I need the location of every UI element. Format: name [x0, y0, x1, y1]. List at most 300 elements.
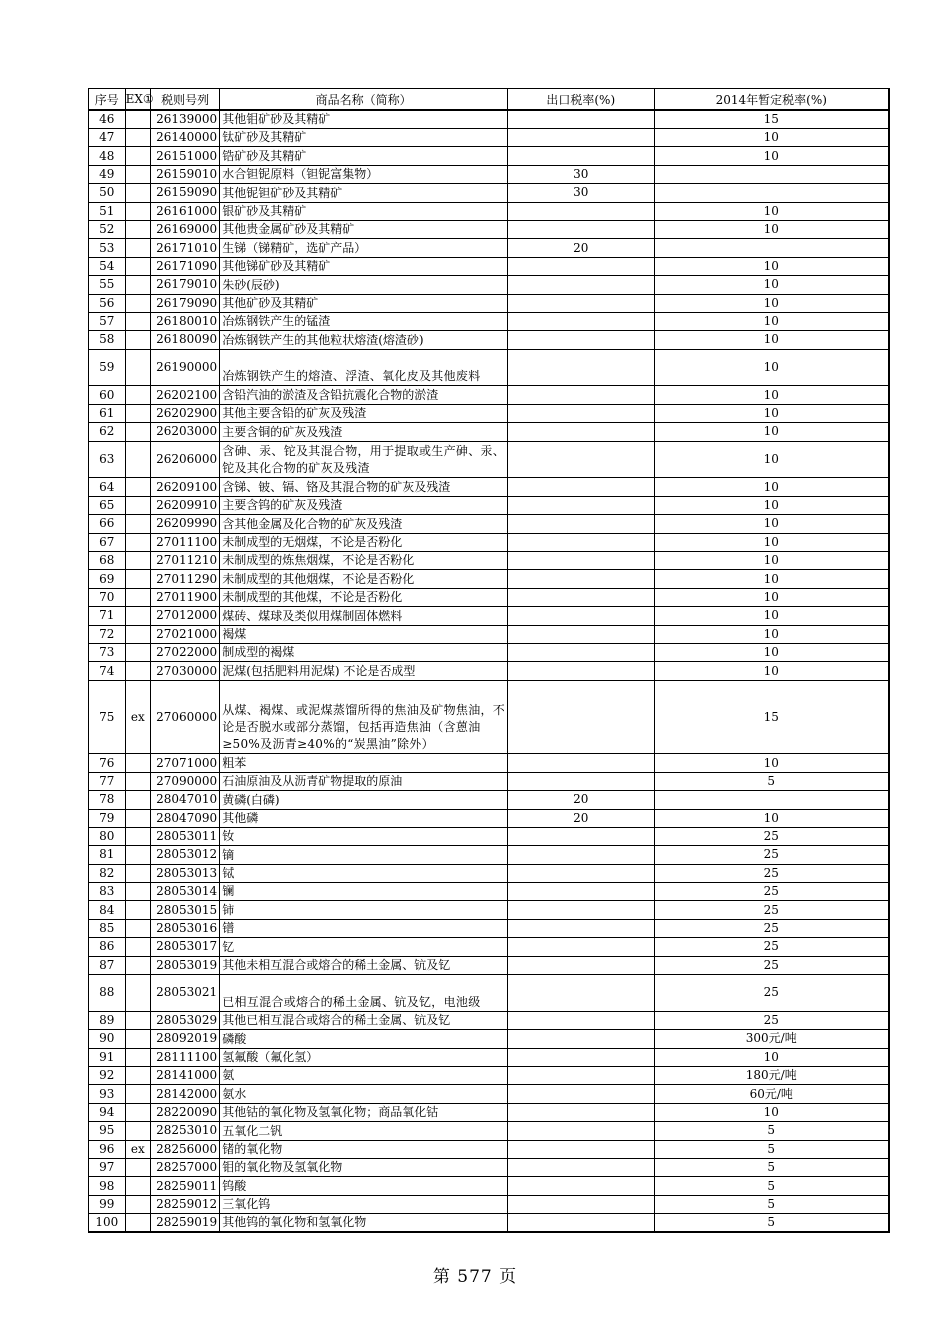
- row-ex: [125, 662, 150, 680]
- table-row: [89, 552, 890, 570]
- row-number: 93: [89, 1085, 126, 1103]
- row-tariff-code: 26179010: [151, 276, 220, 294]
- header-name: 商品名称（简称）: [220, 89, 508, 111]
- row-ex: [125, 1177, 150, 1195]
- row-provisional-rate: 10: [654, 533, 889, 551]
- row-export-rate: [508, 1011, 654, 1029]
- row-provisional-rate: 5: [654, 1195, 889, 1213]
- row-ex: [125, 496, 150, 514]
- row-ex: [125, 386, 150, 404]
- row-export-rate: [508, 515, 654, 533]
- row-provisional-rate: 10: [654, 294, 889, 312]
- row-export-rate: [508, 607, 654, 625]
- row-export-rate: [508, 110, 654, 129]
- row-export-rate: [508, 772, 654, 790]
- table-row: [89, 423, 890, 441]
- row-ex: [125, 1122, 150, 1140]
- row-number: 46: [89, 110, 126, 129]
- row-product-name: 其他矿砂及其精矿: [220, 294, 508, 312]
- row-export-rate: [508, 1103, 654, 1121]
- row-number: 94: [89, 1103, 126, 1121]
- row-tariff-code: 28053017: [151, 938, 220, 956]
- row-product-name: 褐煤: [220, 625, 508, 643]
- row-product-name: 未制成型的无烟煤，不论是否粉化: [220, 533, 508, 551]
- row-number: 98: [89, 1177, 126, 1195]
- row-tariff-code: 28111100: [151, 1048, 220, 1066]
- row-tariff-code: 26171090: [151, 257, 220, 275]
- row-provisional-rate: 25: [654, 846, 889, 864]
- row-provisional-rate: 10: [654, 588, 889, 606]
- row-export-rate: [508, 202, 654, 220]
- row-ex: [125, 349, 150, 386]
- row-ex: [125, 165, 150, 183]
- table-row: [89, 147, 890, 165]
- row-tariff-code: 27011210: [151, 552, 220, 570]
- row-provisional-rate: 60元/吨: [654, 1085, 889, 1103]
- row-ex: [125, 938, 150, 956]
- row-product-name: 生锑（锑精矿，选矿产品）: [220, 239, 508, 257]
- table-row: [89, 643, 890, 661]
- row-ex: [125, 220, 150, 238]
- row-provisional-rate: 10: [654, 643, 889, 661]
- row-number: 54: [89, 257, 126, 275]
- row-number: 80: [89, 827, 126, 845]
- row-ex: [125, 147, 150, 165]
- table-row: [89, 202, 890, 220]
- row-product-name: 含锑、铍、镉、铬及其混合物的矿灰及残渣: [220, 478, 508, 496]
- row-product-name: 铈: [220, 901, 508, 919]
- row-provisional-rate: 10: [654, 423, 889, 441]
- row-ex: [125, 607, 150, 625]
- row-number: 60: [89, 386, 126, 404]
- row-export-rate: [508, 588, 654, 606]
- row-provisional-rate: [654, 184, 889, 202]
- row-provisional-rate: 25: [654, 827, 889, 845]
- row-ex: [125, 791, 150, 809]
- row-tariff-code: 26179090: [151, 294, 220, 312]
- row-tariff-code: 28253010: [151, 1122, 220, 1140]
- row-export-rate: [508, 441, 654, 478]
- row-product-name: 钨酸: [220, 1177, 508, 1195]
- row-tariff-code: 28053029: [151, 1011, 220, 1029]
- row-product-name: 水合钽铌原料（钽铌富集物）: [220, 165, 508, 183]
- row-tariff-code: 27012000: [151, 607, 220, 625]
- row-number: 92: [89, 1067, 126, 1085]
- row-number: 72: [89, 625, 126, 643]
- table-row: [89, 386, 890, 404]
- row-tariff-code: 28053014: [151, 883, 220, 901]
- row-product-name: 主要含铜的矿灰及残渣: [220, 423, 508, 441]
- row-ex: [125, 1067, 150, 1085]
- row-number: 70: [89, 588, 126, 606]
- row-ex: ex: [125, 1140, 150, 1158]
- row-tariff-code: 28053019: [151, 956, 220, 974]
- row-number: 50: [89, 184, 126, 202]
- row-ex: [125, 1214, 150, 1233]
- row-export-rate: [508, 1195, 654, 1213]
- row-product-name: 冶炼钢铁产生的锰渣: [220, 312, 508, 330]
- row-tariff-code: 27090000: [151, 772, 220, 790]
- row-number: 100: [89, 1214, 126, 1233]
- row-ex: [125, 276, 150, 294]
- table-row: [89, 1011, 890, 1029]
- row-provisional-rate: [654, 791, 889, 809]
- row-export-rate: [508, 147, 654, 165]
- row-number: 64: [89, 478, 126, 496]
- table-row: [89, 1195, 890, 1213]
- row-number: 90: [89, 1030, 126, 1048]
- header-ex: EX①: [125, 89, 150, 111]
- row-product-name: 未制成型的炼焦烟煤，不论是否粉化: [220, 552, 508, 570]
- row-tariff-code: 28257000: [151, 1158, 220, 1176]
- table-body: [89, 110, 890, 1232]
- row-product-name: 从煤、褐煤、或泥煤蒸馏所得的焦油及矿物焦油，不论是否脱水或部分蒸馏，包括再造焦油（含蒽油≥50%及沥青≥40%的“炭黑油”除外）: [220, 680, 508, 754]
- row-ex: [125, 772, 150, 790]
- row-provisional-rate: 5: [654, 1122, 889, 1140]
- table-row: [89, 257, 890, 275]
- row-ex: [125, 846, 150, 864]
- table-row: [89, 570, 890, 588]
- row-provisional-rate: 10: [654, 662, 889, 680]
- row-provisional-rate: 10: [654, 257, 889, 275]
- table-row: [89, 938, 890, 956]
- table-row: [89, 404, 890, 422]
- row-tariff-code: 27060000: [151, 680, 220, 754]
- row-tariff-code: 26139000: [151, 110, 220, 129]
- row-provisional-rate: 10: [654, 496, 889, 514]
- row-ex: [125, 129, 150, 147]
- row-number: 68: [89, 552, 126, 570]
- table-row: [89, 349, 890, 386]
- row-ex: [125, 901, 150, 919]
- row-provisional-rate: 10: [654, 404, 889, 422]
- row-product-name: 其他铌钽矿砂及其精矿: [220, 184, 508, 202]
- row-provisional-rate: 10: [654, 478, 889, 496]
- row-export-rate: [508, 478, 654, 496]
- table-row: [89, 864, 890, 882]
- row-product-name: 其他锑矿砂及其精矿: [220, 257, 508, 275]
- table-row: [89, 975, 890, 1012]
- row-export-rate: [508, 129, 654, 147]
- row-product-name: 其他钨的氧化物和氢氧化物: [220, 1214, 508, 1233]
- row-tariff-code: 28053021: [151, 975, 220, 1012]
- table-row: [89, 1067, 890, 1085]
- table-row: [89, 1122, 890, 1140]
- table-row: [89, 956, 890, 974]
- row-tariff-code: 26159010: [151, 165, 220, 183]
- row-provisional-rate: 5: [654, 1158, 889, 1176]
- row-export-rate: [508, 643, 654, 661]
- row-export-rate: [508, 220, 654, 238]
- row-provisional-rate: 10: [654, 276, 889, 294]
- row-tariff-code: 28141000: [151, 1067, 220, 1085]
- row-number: 61: [89, 404, 126, 422]
- row-number: 71: [89, 607, 126, 625]
- row-tariff-code: 26209990: [151, 515, 220, 533]
- row-product-name: 氢氟酸（氟化氢）: [220, 1048, 508, 1066]
- row-export-rate: [508, 552, 654, 570]
- row-product-name: 钕: [220, 827, 508, 845]
- table-row: [89, 662, 890, 680]
- table-row: [89, 607, 890, 625]
- row-provisional-rate: 10: [654, 220, 889, 238]
- table-row: [89, 809, 890, 827]
- row-export-rate: 30: [508, 184, 654, 202]
- header-export-rate: 出口税率(%): [508, 89, 654, 111]
- row-ex: [125, 809, 150, 827]
- row-product-name: 泥煤(包括肥料用泥煤) 不论是否成型: [220, 662, 508, 680]
- row-provisional-rate: 10: [654, 312, 889, 330]
- row-product-name: 三氧化钨: [220, 1195, 508, 1213]
- row-number: 89: [89, 1011, 126, 1029]
- row-product-name: 冶炼钢铁产生的熔渣、浮渣、氧化皮及其他废料: [220, 349, 508, 386]
- row-number: 56: [89, 294, 126, 312]
- row-tariff-code: 26159090: [151, 184, 220, 202]
- row-tariff-code: 27011100: [151, 533, 220, 551]
- row-number: 67: [89, 533, 126, 551]
- row-provisional-rate: [654, 239, 889, 257]
- row-tariff-code: 28259019: [151, 1214, 220, 1233]
- row-tariff-code: 27030000: [151, 662, 220, 680]
- row-number: 59: [89, 349, 126, 386]
- row-export-rate: [508, 827, 654, 845]
- table-row: [89, 1177, 890, 1195]
- row-tariff-code: 28053011: [151, 827, 220, 845]
- row-product-name: 银矿砂及其精矿: [220, 202, 508, 220]
- row-number: 51: [89, 202, 126, 220]
- row-product-name: 镧: [220, 883, 508, 901]
- row-provisional-rate: 10: [654, 515, 889, 533]
- row-ex: [125, 588, 150, 606]
- header-code: 税则号列: [151, 89, 220, 111]
- row-export-rate: [508, 680, 654, 754]
- table-row: [89, 165, 890, 183]
- row-tariff-code: 27021000: [151, 625, 220, 643]
- row-number: 96: [89, 1140, 126, 1158]
- header-no: 序号: [89, 89, 126, 111]
- row-product-name: 镨: [220, 919, 508, 937]
- row-tariff-code: 26151000: [151, 147, 220, 165]
- row-provisional-rate: 10: [654, 552, 889, 570]
- row-tariff-code: 28220090: [151, 1103, 220, 1121]
- row-export-rate: [508, 625, 654, 643]
- row-ex: [125, 643, 150, 661]
- row-product-name: 其他钴的氧化物及氢氧化物；商品氧化钴: [220, 1103, 508, 1121]
- row-ex: [125, 441, 150, 478]
- row-product-name: 铽: [220, 864, 508, 882]
- row-ex: [125, 257, 150, 275]
- row-product-name: 煤砖、煤球及类似用煤制固体燃料: [220, 607, 508, 625]
- header-provisional-rate: 2014年暂定税率(%): [654, 89, 889, 111]
- row-export-rate: [508, 846, 654, 864]
- row-export-rate: [508, 1085, 654, 1103]
- row-number: 52: [89, 220, 126, 238]
- row-product-name: 制成型的褐煤: [220, 643, 508, 661]
- row-ex: [125, 919, 150, 937]
- row-tariff-code: 28259012: [151, 1195, 220, 1213]
- table-row: [89, 625, 890, 643]
- row-number: 47: [89, 129, 126, 147]
- row-provisional-rate: 300元/吨: [654, 1030, 889, 1048]
- row-number: 82: [89, 864, 126, 882]
- row-ex: ex: [125, 680, 150, 754]
- row-ex: [125, 184, 150, 202]
- table-row: [89, 129, 890, 147]
- row-number: 53: [89, 239, 126, 257]
- table-row: [89, 1214, 890, 1233]
- row-number: 81: [89, 846, 126, 864]
- row-export-rate: [508, 1214, 654, 1233]
- table-row: [89, 827, 890, 845]
- row-product-name: 磷酸: [220, 1030, 508, 1048]
- row-export-rate: [508, 864, 654, 882]
- row-number: 58: [89, 331, 126, 349]
- row-ex: [125, 625, 150, 643]
- row-tariff-code: 26171010: [151, 239, 220, 257]
- row-product-name: 钇: [220, 938, 508, 956]
- row-ex: [125, 883, 150, 901]
- row-product-name: 五氧化二钒: [220, 1122, 508, 1140]
- row-export-rate: [508, 423, 654, 441]
- row-product-name: 其他贵金属矿砂及其精矿: [220, 220, 508, 238]
- row-number: 91: [89, 1048, 126, 1066]
- row-tariff-code: 26203000: [151, 423, 220, 441]
- row-product-name: 锗的氧化物: [220, 1140, 508, 1158]
- row-ex: [125, 1030, 150, 1048]
- row-export-rate: 30: [508, 165, 654, 183]
- row-export-rate: [508, 1140, 654, 1158]
- table-row: [89, 239, 890, 257]
- row-product-name: 含砷、汞、铊及其混合物，用于提取或生产砷、汞、铊及其化合物的矿灰及残渣: [220, 441, 508, 478]
- row-provisional-rate: 25: [654, 919, 889, 937]
- row-export-rate: [508, 386, 654, 404]
- row-provisional-rate: 10: [654, 1103, 889, 1121]
- table-row: [89, 1103, 890, 1121]
- row-number: 62: [89, 423, 126, 441]
- row-ex: [125, 423, 150, 441]
- row-ex: [125, 570, 150, 588]
- row-export-rate: [508, 1048, 654, 1066]
- row-export-rate: [508, 570, 654, 588]
- table-row: [89, 294, 890, 312]
- row-ex: [125, 202, 150, 220]
- table-row: [89, 901, 890, 919]
- row-export-rate: [508, 1030, 654, 1048]
- row-ex: [125, 956, 150, 974]
- row-product-name: 钛矿砂及其精矿: [220, 129, 508, 147]
- table-row: [89, 1158, 890, 1176]
- row-provisional-rate: 10: [654, 147, 889, 165]
- row-ex: [125, 1103, 150, 1121]
- row-tariff-code: 26140000: [151, 129, 220, 147]
- row-export-rate: 20: [508, 239, 654, 257]
- row-provisional-rate: 10: [654, 202, 889, 220]
- row-number: 95: [89, 1122, 126, 1140]
- row-number: 87: [89, 956, 126, 974]
- row-number: 74: [89, 662, 126, 680]
- table-row: [89, 110, 890, 129]
- row-tariff-code: 28053013: [151, 864, 220, 882]
- row-number: 86: [89, 938, 126, 956]
- row-number: 76: [89, 754, 126, 772]
- row-product-name: 锆矿砂及其精矿: [220, 147, 508, 165]
- row-product-name: 钼的氧化物及氢氧化物: [220, 1158, 508, 1176]
- row-export-rate: 20: [508, 809, 654, 827]
- row-ex: [125, 515, 150, 533]
- row-ex: [125, 312, 150, 330]
- row-number: 63: [89, 441, 126, 478]
- row-tariff-code: 28259011: [151, 1177, 220, 1195]
- row-provisional-rate: 25: [654, 901, 889, 919]
- row-provisional-rate: 25: [654, 975, 889, 1012]
- row-provisional-rate: 10: [654, 754, 889, 772]
- row-ex: [125, 331, 150, 349]
- table-row: [89, 1140, 890, 1158]
- row-provisional-rate: 10: [654, 349, 889, 386]
- row-product-name: 未制成型的其他煤，不论是否粉化: [220, 588, 508, 606]
- row-ex: [125, 533, 150, 551]
- row-number: 99: [89, 1195, 126, 1213]
- row-provisional-rate: 10: [654, 1048, 889, 1066]
- row-tariff-code: 26169000: [151, 220, 220, 238]
- row-provisional-rate: 10: [654, 809, 889, 827]
- row-product-name: 含其他金属及化合物的矿灰及残渣: [220, 515, 508, 533]
- table-row: [89, 184, 890, 202]
- row-tariff-code: 28256000: [151, 1140, 220, 1158]
- row-number: 55: [89, 276, 126, 294]
- table-row: [89, 772, 890, 790]
- row-product-name: 其他主要含铅的矿灰及残渣: [220, 404, 508, 422]
- row-product-name: 未制成型的其他烟煤，不论是否粉化: [220, 570, 508, 588]
- row-product-name: 其他钼矿砂及其精矿: [220, 110, 508, 129]
- table-row: [89, 791, 890, 809]
- row-tariff-code: 27011290: [151, 570, 220, 588]
- row-ex: [125, 294, 150, 312]
- row-number: 88: [89, 975, 126, 1012]
- row-product-name: 氨: [220, 1067, 508, 1085]
- row-product-name: 其他未相互混合或熔合的稀土金属、钪及钇: [220, 956, 508, 974]
- row-provisional-rate: 15: [654, 680, 889, 754]
- row-export-rate: [508, 754, 654, 772]
- row-provisional-rate: 10: [654, 441, 889, 478]
- table-row: [89, 312, 890, 330]
- row-tariff-code: 26202100: [151, 386, 220, 404]
- table-row: [89, 883, 890, 901]
- row-export-rate: [508, 662, 654, 680]
- row-ex: [125, 552, 150, 570]
- row-product-name: 氨水: [220, 1085, 508, 1103]
- table-row: [89, 1030, 890, 1048]
- row-provisional-rate: 10: [654, 570, 889, 588]
- row-tariff-code: 28047090: [151, 809, 220, 827]
- row-ex: [125, 1158, 150, 1176]
- row-ex: [125, 478, 150, 496]
- row-export-rate: [508, 1067, 654, 1085]
- row-number: 83: [89, 883, 126, 901]
- row-number: 69: [89, 570, 126, 588]
- row-export-rate: [508, 349, 654, 386]
- row-tariff-code: 26202900: [151, 404, 220, 422]
- row-provisional-rate: 5: [654, 772, 889, 790]
- row-export-rate: [508, 1158, 654, 1176]
- row-product-name: 含铅汽油的淤渣及含铅抗震化合物的淤渣: [220, 386, 508, 404]
- table-row: [89, 331, 890, 349]
- row-export-rate: [508, 938, 654, 956]
- row-provisional-rate: 5: [654, 1214, 889, 1233]
- row-number: 66: [89, 515, 126, 533]
- row-tariff-code: 26180090: [151, 331, 220, 349]
- table-row: [89, 754, 890, 772]
